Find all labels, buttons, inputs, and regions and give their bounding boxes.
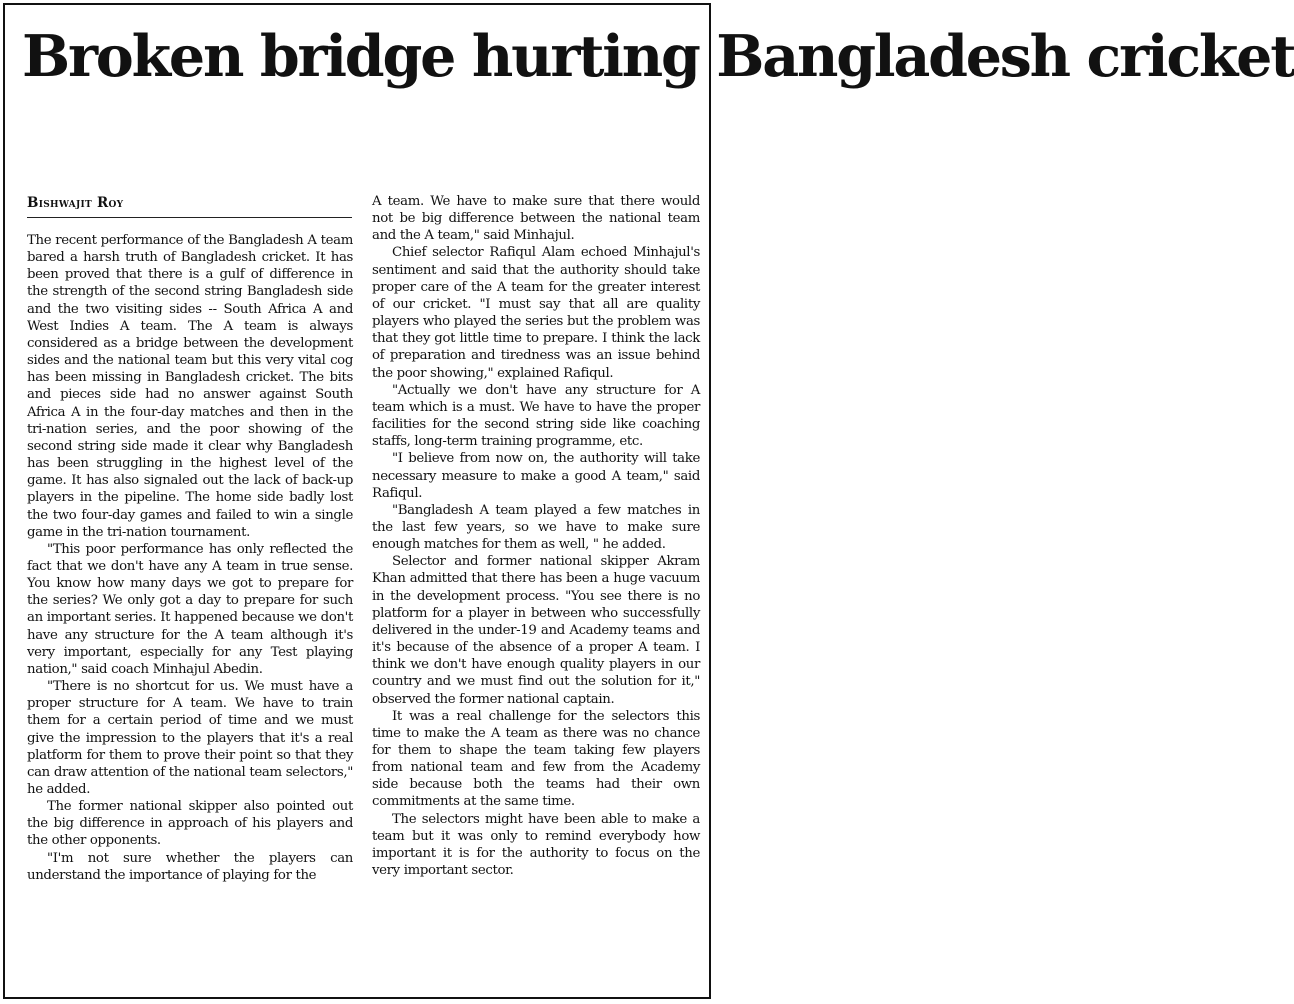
paragraph: "I'm not sure whether the players can understand the importance of playing for the — [27, 850, 353, 883]
article-headline — [22, 23, 1294, 90]
article-column-right — [372, 193, 700, 879]
paragraph: A team. We have to make sure that there would not be big difference between the national team and the A team," said Minhajul. — [372, 194, 700, 244]
byline: Bishwajit Roy — [27, 195, 124, 211]
paragraph: Selector and former national skipper Akram Khan admitted that there has been a huge vacuum in the development process. "You see there is no platform for a player in between who successfully delivered in the under-19 and Academy teams and it's because of the absence of a proper A team. I think we don't have enough quality players in our country and we must find out the solution for it," observed the former national captain. — [372, 554, 700, 707]
paragraph: "I believe from now on, the authority will take necessary measure to make a good A team," said Rafiqul. — [372, 451, 700, 501]
article-column-left — [27, 232, 353, 884]
paragraph: "Actually we don't have any structure for A team which is a must. We have to have the proper facilities for the second string side like coaching staffs, long-term training programme, etc. — [372, 382, 700, 450]
headline-text: Broken bridge hurting Bangladesh cricket — [22, 23, 1294, 90]
paragraph: The former national skipper also pointed out the big difference in approach of his players and the other opponents. — [27, 799, 353, 849]
paragraph: It was a real challenge for the selectors this time to make the A team as there was no chance for them to shape the team taking few players from national team and few from the Academy side because both the teams had their own commitments at the same time. — [372, 708, 700, 810]
paragraph: The selectors might have been able to make a team but it was only to remind everybody how important it is for the authority to focus on the very important sector. — [372, 811, 700, 879]
paragraph: Chief selector Rafiqul Alam echoed Minhajul's sentiment and said that the authority should take proper care of the A team for the greater interest of our cricket. "I must say that all are quality players who played the series but the problem was that they got little time to prepare. I think the lack of preparation and tiredness was an issue behind the poor showing," explained Rafiqul. — [372, 245, 700, 381]
paragraph: The recent performance of the Bangladesh A team bared a harsh truth of Bangladesh cricket. It has been proved that there is a gulf of difference in the strength of the second string Bangladesh side and the two visiting sides -- South Africa A and West Indies A team. The A team is always considered as a bridge between the development sides and the national team but this very vital cog has been missing in Bangladesh cricket. The bits and pieces side had no answer against South Africa A in the four-day matches and then in the tri-nation series, and the poor showing of the second string side made it clear why Bangladesh has been struggling in the highest level of the game. It has also signaled out the lack of back-up players in the pipeline. The home side badly lost the two four-day games and failed to win a single game in the tri-nation tournament. — [27, 233, 353, 540]
byline-divider — [27, 217, 352, 218]
paragraph: "Bangladesh A team played a few matches in the last few years, so we have to make sure enough matches for them as well, " he added. — [372, 502, 700, 553]
paragraph: "There is no shortcut for us. We must have a proper structure for A team. We have to train them for a certain period of time and we must give the impression to the players that it's a real platform for them to prove their point so that they can draw attention of the national team selectors," he added. — [27, 679, 353, 797]
paragraph: "This poor performance has only reflected the fact that we don't have any A team in true sense. You know how many days we got to prepare for the series? We only got a day to prepare for such an important series. It happened because we don't have any structure for the A team although it's very important, especially for any Test playing nation," said coach Minhajul Abedin. — [27, 541, 353, 677]
